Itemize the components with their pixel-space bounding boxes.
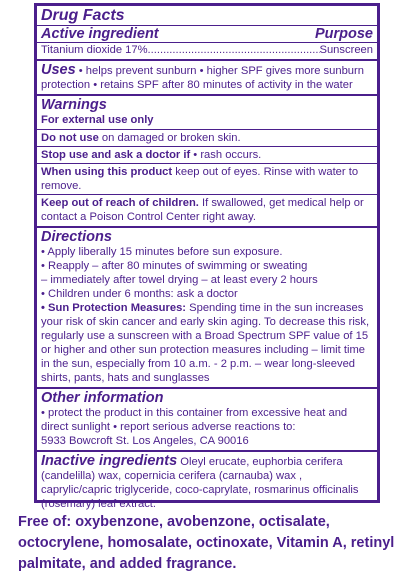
other-info-text: • protect the product in this container from excessive heat and direct sunlight • report serious adverse reactions to: <box>41 407 348 433</box>
do-not-use-row <box>37 129 377 146</box>
sun-protection-item <box>41 301 373 385</box>
inactive-text: Oleyl erucate, euphorbia cerifera (candelilla) wax, copernicia cerifera (carnauba) wax , caprylic/capric triglyceride, coco-caprylate, rosmarinus officinalis (rosemary) leaf extract. <box>41 456 359 510</box>
directions-item: • Children under 6 months: ask a doctor <box>41 288 238 300</box>
stop-use-text: • rash occurs. <box>190 149 262 161</box>
keep-out-row <box>37 194 377 226</box>
drug-facts-panel <box>34 3 380 510</box>
active-ingredient-purpose: Sunscreen <box>319 44 373 56</box>
inactive-heading: Inactive ingredients <box>41 453 178 469</box>
when-using-label: When using this product <box>41 166 173 178</box>
directions-list <box>41 245 373 385</box>
other-info-heading: Other information <box>41 390 164 406</box>
when-using-row <box>37 163 377 194</box>
directions-section <box>37 228 377 389</box>
directions-heading: Directions <box>41 229 112 245</box>
warnings-heading: Warnings <box>41 97 107 113</box>
sun-protection-label: • Sun Protection Measures: <box>41 302 187 314</box>
drug-facts-title: Drug Facts <box>41 7 125 24</box>
active-ingredient-row <box>37 42 377 57</box>
other-info-section <box>37 389 377 452</box>
active-ingredient-name: Titanium dioxide 17% <box>41 44 148 56</box>
free-of-statement: Free of: oxybenzone, avobenzone, octisalate, octocrylene, homosalate, octinoxate, Vitamin A, retinyl palmitate, and added fragrance. <box>18 514 395 572</box>
purpose-heading: Purpose <box>314 26 373 42</box>
stop-use-row <box>37 146 377 163</box>
directions-item: • Apply liberally 15 minutes before sun exposure. <box>41 246 283 258</box>
keep-out-label: Keep out of reach of children. <box>41 197 199 209</box>
inactive-section <box>37 452 377 513</box>
uses-section <box>37 61 377 96</box>
title-section <box>37 6 377 61</box>
address-text: 5933 Bowcroft St. Los Angeles, CA 90016 <box>41 435 249 447</box>
directions-item: • Reapply – after 80 minutes of swimming or sweating <box>41 260 308 272</box>
active-ingredient-heading: Active ingredient <box>41 26 159 42</box>
active-header-row <box>37 25 377 42</box>
warnings-section <box>37 96 377 228</box>
directions-item: – immediately after towel drying – at least every 2 hours <box>41 274 318 286</box>
keep-out-text: If swallowed, get medical help or contact a Poison Control Center right away. <box>41 197 364 223</box>
stop-use-label: Stop use and ask a doctor if <box>41 149 191 161</box>
uses-heading: Uses <box>41 62 76 78</box>
when-using-text: keep out of eyes. Rinse with water to remove. <box>41 166 359 192</box>
external-use-text: For external use only <box>41 114 154 126</box>
sun-protection-text: Spending time in the sun increases your risk of skin cancer and early skin aging. To decrease this risk, regularly use a sunscreen with a Broad Spectrum SPF value of 15 or higher and other sun protection measures including – limit time in the sun, especially from 10 a.m. - 2 p.m. – wear long-sleeved shirts, pants, hats and sunglasses <box>41 302 370 384</box>
leader-dots <box>148 43 320 57</box>
do-not-use-text: on damaged or broken skin. <box>98 132 241 144</box>
do-not-use-label: Do not use <box>41 132 99 144</box>
uses-text: • helps prevent sunburn • higher SPF gives more sunburn protection • retains SPF after 80 minutes of activity in the water <box>41 65 364 91</box>
